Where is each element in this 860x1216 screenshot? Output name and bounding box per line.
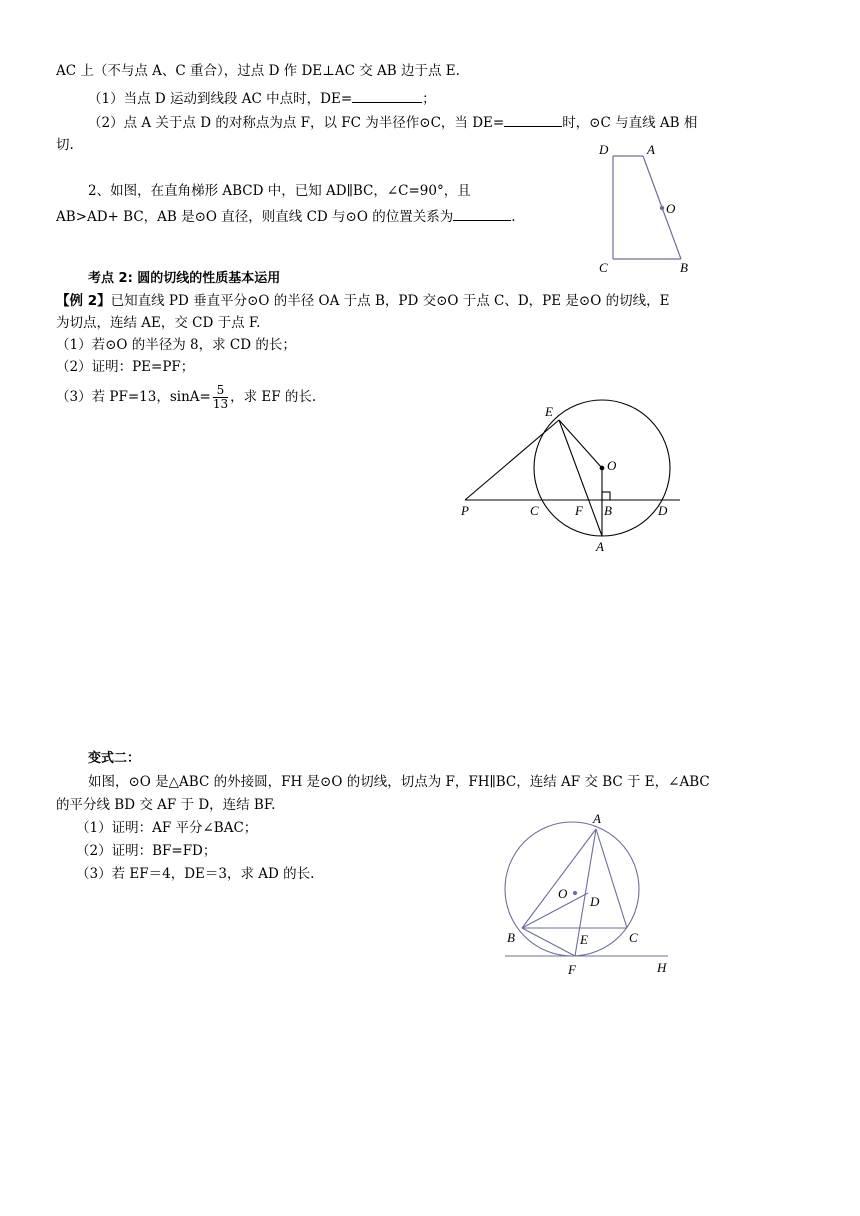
variant2-title: 变式二： bbox=[88, 751, 141, 766]
segment-bd bbox=[522, 893, 588, 928]
label-f: F bbox=[575, 503, 583, 518]
center-o bbox=[600, 466, 604, 470]
segment-ac bbox=[596, 829, 627, 928]
label-b3: B bbox=[507, 930, 515, 945]
label-e: E bbox=[545, 404, 553, 419]
label-c3: C bbox=[629, 930, 638, 945]
label-a: A bbox=[647, 142, 655, 157]
fraction-numerator: 5 bbox=[213, 384, 228, 398]
label-f3: F bbox=[568, 962, 576, 977]
example2-text: 已知直线 PD 垂直平分⊙O 的半径 OA 于点 B，PD 交⊙O 于点 C、D，PE 是⊙O 的切线，E bbox=[110, 293, 670, 309]
question-2-text: （2）点 A 关于点 D 的对称点为点 F，以 FC 为半径作⊙C，当 DE= bbox=[88, 115, 505, 131]
label-a3: A bbox=[593, 811, 601, 826]
example2-q1: （1）若⊙O 的半径为 8，求 CD 的长； bbox=[56, 337, 296, 353]
variant2-q2: （2）证明：BF=FD； bbox=[76, 843, 217, 859]
example2-q3-text: （3）若 PF=13，sinA= bbox=[56, 389, 211, 405]
circumcircle bbox=[505, 822, 639, 956]
label-o3: O bbox=[558, 886, 568, 901]
label-o2: O bbox=[607, 458, 617, 473]
variant2-q1: （1）证明：AF 平分∠BAC； bbox=[76, 820, 258, 836]
variant2-line1: 如图，⊙O 是△ABC 的外接圆，FH 是⊙O 的切线，切点为 F，FH∥BC，连结 AF 交 BC 于 E，∠ABC bbox=[88, 774, 710, 790]
segment-eo bbox=[559, 420, 602, 468]
label-e3: E bbox=[580, 932, 588, 947]
kaodian2-title: 考点 2: 圆的切线的性质基本运用 bbox=[88, 271, 281, 286]
problem2-line2-text: AB>AD+ BC，AB 是⊙O 直径，则直线 CD 与⊙O 的位置关系为 bbox=[56, 209, 454, 225]
label-d3: D bbox=[590, 894, 600, 909]
point-o bbox=[660, 206, 663, 209]
label-d2: D bbox=[658, 503, 668, 518]
label-c2: C bbox=[530, 503, 539, 518]
fraction-denominator: 13 bbox=[212, 397, 229, 411]
example2-q2: （2）证明：PE=PF； bbox=[56, 359, 195, 375]
example2-q3-end: ，求 EF 的长. bbox=[230, 389, 317, 405]
variant2-line2: 的平分线 BD 交 AF 于 D，连结 BF. bbox=[56, 797, 276, 813]
label-d: D bbox=[599, 142, 609, 157]
right-angle-mark bbox=[602, 492, 610, 500]
question-1-end: ； bbox=[422, 91, 436, 107]
label-c: C bbox=[599, 260, 608, 275]
segment-ea bbox=[559, 420, 602, 536]
label-b: B bbox=[680, 260, 688, 275]
example2-tag: 【例 2】 bbox=[56, 293, 111, 309]
section1-line1: AC 上（不与点 A、C 重合），过点 D 作 DE⊥AC 交 AB 边于点 E. bbox=[56, 63, 460, 79]
example2-line2: 为切点，连结 AE，交 CD 于点 F. bbox=[56, 315, 261, 331]
example2-figure bbox=[465, 400, 680, 536]
label-p: P bbox=[461, 503, 469, 518]
problem2-line2-end: . bbox=[511, 209, 516, 225]
center-o3 bbox=[573, 891, 576, 894]
label-h: H bbox=[657, 960, 667, 975]
question-2-continued: 切. bbox=[56, 137, 74, 153]
question-2-text-end: 时，⊙C 与直线 AB 相 bbox=[562, 115, 698, 131]
problem2-line1: 2、如图，在直角梯形 ABCD 中，已知 AD∥BC，∠C=90°，且 bbox=[88, 183, 471, 199]
variant2-q3: （3）若 EF＝4，DE＝3，求 AD 的长. bbox=[76, 866, 315, 882]
label-b2: B bbox=[604, 503, 612, 518]
label-o: O bbox=[666, 201, 676, 216]
segment-pe bbox=[465, 420, 559, 500]
segment-ab bbox=[522, 829, 596, 928]
label-a2: A bbox=[596, 539, 604, 554]
question-1-text: （1）当点 D 运动到线段 AC 中点时，DE= bbox=[88, 91, 353, 107]
